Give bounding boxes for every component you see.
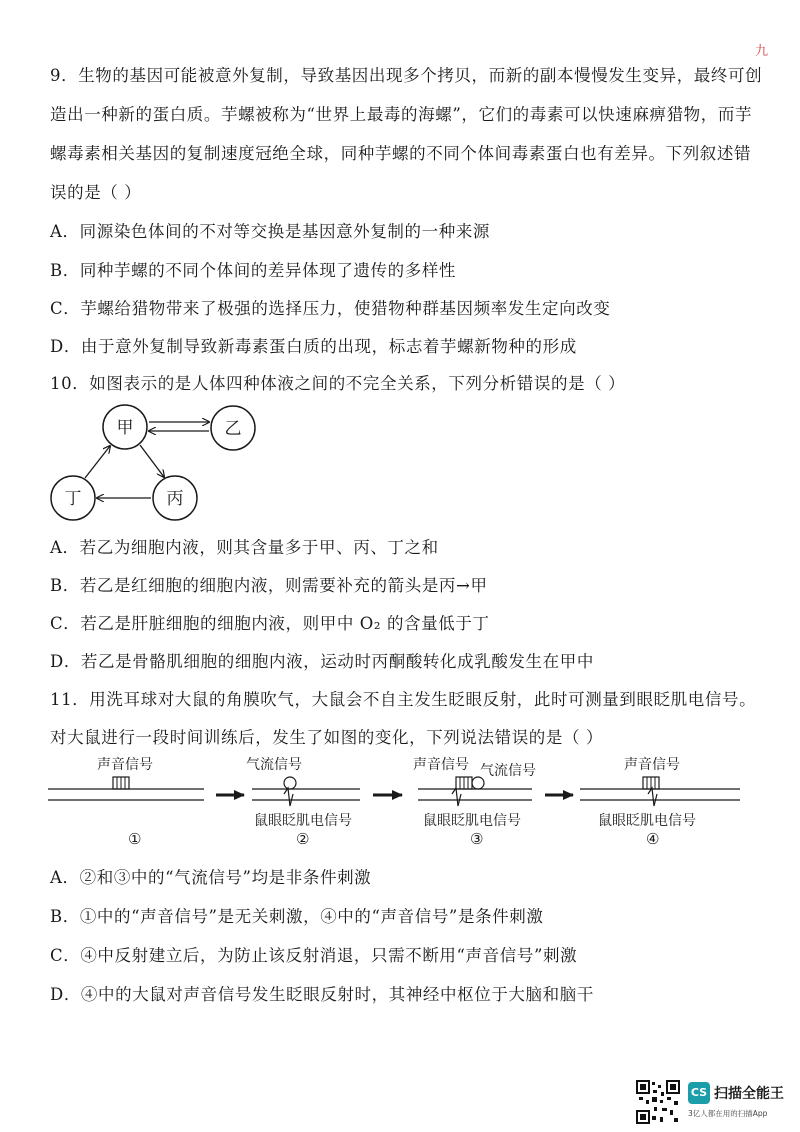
panel-2: [252, 777, 360, 806]
node-yi-label: 乙: [224, 419, 242, 439]
q10-option-d: D．若乙是骨骼肌细胞的细胞内液，运动时丙酮酸转化成乳酸发生在甲中: [50, 652, 594, 671]
q9-stem-line-2: 造出一种新的蛋白质。芋螺被称为“世界上最毒的海螺”，它们的毒素可以快速麻痹猎物，而芋: [50, 105, 753, 124]
arrow-jia-to-bing: [140, 445, 164, 477]
panel-3-blink-label: 鼠眼眨肌电信号: [423, 813, 521, 829]
panel-3-air-label: 气流信号: [480, 763, 536, 779]
node-jia-label: 甲: [116, 418, 134, 438]
q10-stem: 10．如图表示的是人体四种体液之间的不完全关系，下列分析错误的是（ ）: [50, 374, 626, 393]
q11-stem-line-1: 11．用洗耳球对大鼠的角膜吹气，大鼠会不自主发生眨眼反射，此时可测量到眼眨肌电信号。: [50, 690, 757, 709]
q11-option-c: C．④中反射建立后，为防止该反射消退，只需不断用“声音信号”刺激: [50, 946, 578, 965]
panel-4: [580, 777, 740, 806]
q10-option-c: C．若乙是肝脏细胞的细胞内液，则甲中 O₂ 的含量低于丁: [50, 614, 490, 633]
panel-3: [418, 777, 532, 806]
panel-3-sound-label: 声音信号: [413, 757, 469, 773]
q10-option-a: A．若乙为细胞内液，则其含量多于甲、丙、丁之和: [50, 538, 439, 557]
panel-1-number: ①: [128, 830, 142, 848]
camscanner-brand: 扫描全能王: [714, 1086, 784, 1102]
camscanner-logo-icon: CS: [688, 1082, 710, 1104]
q9-option-d: D．由于意外复制导致新毒素蛋白质的出现，标志着芋螺新物种的形成: [50, 337, 577, 356]
q11-stem-line-2: 对大鼠进行一段时间训练后，发生了如图的变化，下列说法错误的是（ ）: [50, 728, 604, 747]
q9-stem-line-1: 9．生物的基因可能被意外复制，导致基因出现多个拷贝，而新的副本慢慢发生变异，最终可创: [50, 66, 763, 85]
node-bing-label: 丙: [166, 489, 184, 509]
body-fluid-diagram: [40, 398, 260, 526]
q11-option-d: D．④中的大鼠对声音信号发生眨眼反射时，其神经中枢位于大脑和脑干: [50, 985, 594, 1004]
blink-signal-marker: [452, 788, 461, 806]
panel-1-sound-label: 声音信号: [97, 757, 153, 773]
q9-stem-line-3: 螺毒素相关基因的复制速度冠绝全球，同种芋螺的不同个体间毒素蛋白也有差异。下列叙述错: [50, 144, 752, 163]
panel-4-sound-label: 声音信号: [624, 757, 680, 773]
q9-stem-line-4: 误的是（ ）: [50, 183, 142, 202]
q9-option-c: C．芋螺给猎物带来了极强的选择压力，使猎物种群基因频率发生定向改变: [50, 299, 611, 318]
qr-code-icon: [636, 1080, 680, 1124]
panel-2-blink-label: 鼠眼眨肌电信号: [254, 813, 352, 829]
air-signal-marker: [284, 777, 296, 789]
panel-4-blink-label: 鼠眼眨肌电信号: [598, 813, 696, 829]
q11-option-a: A．②和③中的“气流信号”均是非条件刺激: [50, 868, 372, 887]
q10-option-b: B．若乙是红细胞的细胞内液，则需要补充的箭头是丙→甲: [50, 576, 488, 595]
panel-2-air-label: 气流信号: [246, 757, 302, 773]
panel-3-number: ③: [470, 830, 484, 848]
corner-mark: 九: [755, 44, 769, 59]
blink-signal-marker: [648, 788, 657, 806]
blink-signal-marker: [284, 788, 293, 806]
panel-2-number: ②: [296, 830, 310, 848]
q11-option-b: B．①中的“声音信号”是无关刺激，④中的“声音信号”是条件刺激: [50, 907, 544, 926]
q9-option-b: B．同种芋螺的不同个体间的差异体现了遗传的多样性: [50, 261, 457, 280]
panel-4-number: ④: [646, 830, 660, 848]
q9-option-a: A．同源染色体间的不对等交换是基因意外复制的一种来源: [50, 222, 491, 241]
node-ding-label: 丁: [64, 489, 82, 509]
panel-1: [48, 777, 204, 800]
arrow-ding-to-jia: [85, 446, 110, 478]
camscanner-tagline: 3亿人都在用的扫描App: [688, 1109, 768, 1118]
